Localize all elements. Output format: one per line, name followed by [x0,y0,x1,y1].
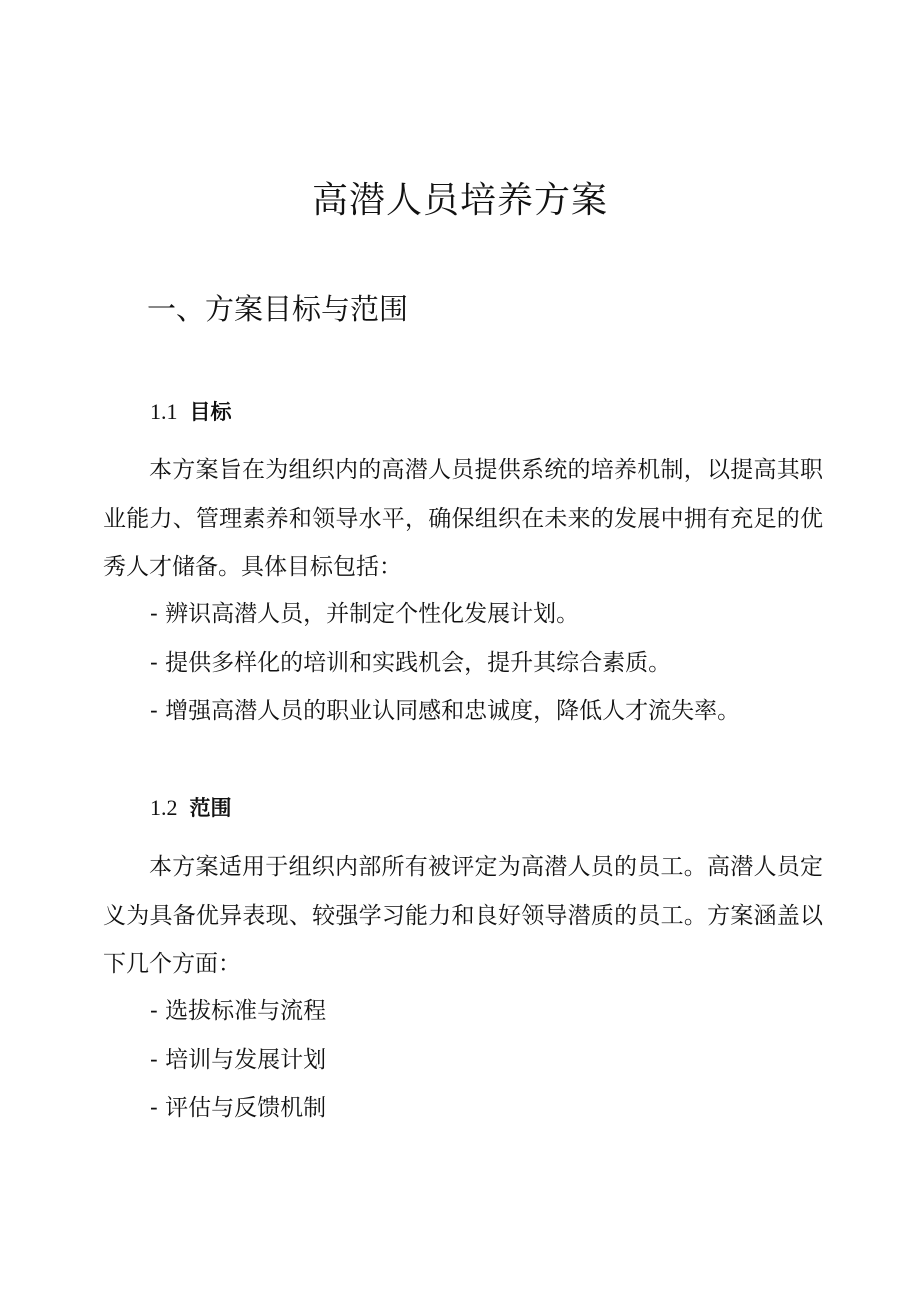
scope-subheading [150,793,232,824]
goal-paragraph: 本方案旨在为组织内的高潜人员提供系统的培养机制，以提高其职业能力、管理素养和领导水平，确保组织在未来的发展中拥有充足的优秀人才储备。具体目标包括： [103,457,823,580]
goal-subheading [150,397,232,428]
list-item: - 评估与反馈机制 [150,1095,327,1121]
section-heading: 一、方案目标与范围 [147,292,409,326]
document-title: 高潜人员培养方案 [311,180,608,221]
scope-subheading-number: 1.2 [150,795,178,820]
goal-list [150,590,740,736]
list-item: - 增强高潜人员的职业认同感和忠诚度，降低人才流失率。 [150,698,741,724]
list-item: - 培训与发展计划 [150,1046,327,1073]
list-item: - 辨识高潜人员，并制定个性化发展计划。 [150,601,580,627]
list-item: - 选拔标准与流程 [150,998,327,1024]
scope-paragraph: 本方案适用于组织内部所有被评定为高潜人员的员工。高潜人员定义为具备优异表现、较强学习能力和良好领导潜质的员工。方案涵盖以下几个方面： [103,854,823,977]
scope-subheading-label: 范围 [189,796,232,820]
list-item: - 提供多样化的培训和实践机会，提升其综合素质。 [150,649,672,676]
goal-subheading-number: 1.1 [150,399,178,424]
goal-subheading-label: 目标 [189,400,232,424]
scope-list [150,987,326,1133]
